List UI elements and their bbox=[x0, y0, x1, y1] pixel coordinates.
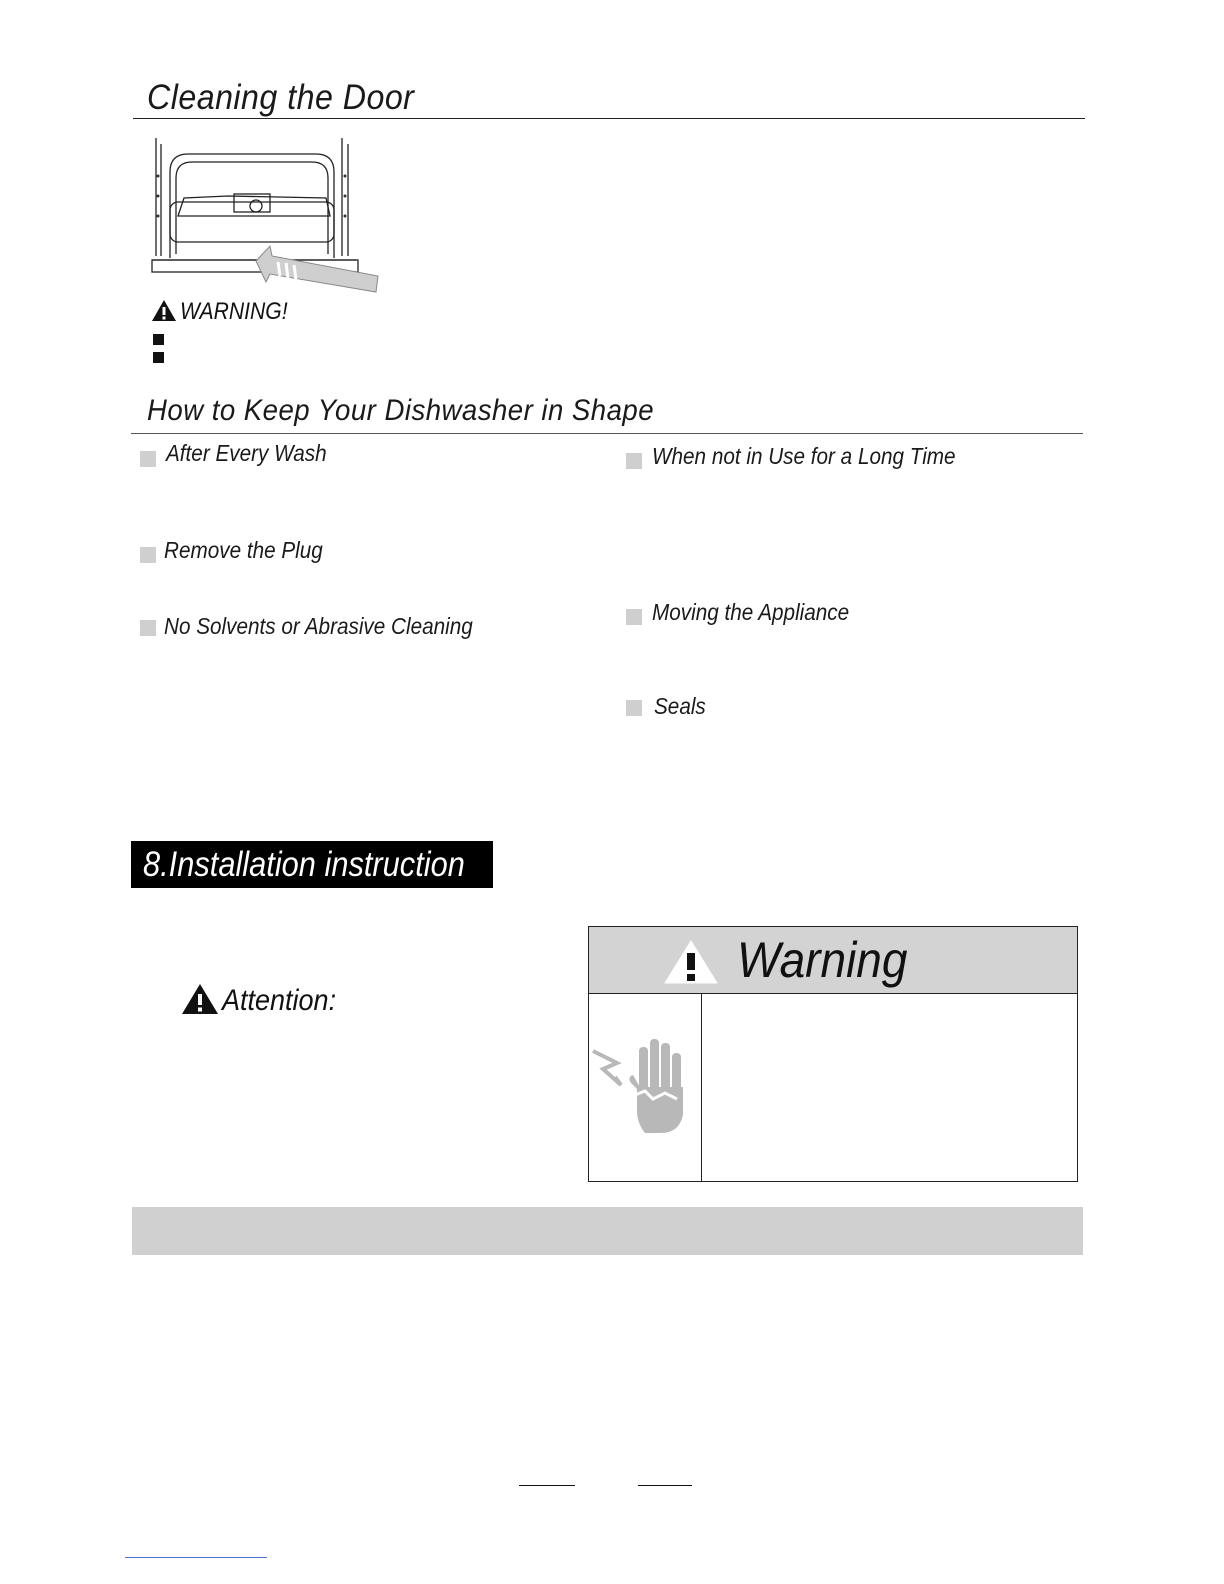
list-bullet bbox=[140, 547, 156, 563]
remove-plug-title: Remove the Plug bbox=[164, 537, 323, 563]
installation-section-title bbox=[131, 841, 493, 888]
warning-triangle-icon bbox=[181, 983, 219, 1015]
attention-label: Attention: bbox=[222, 984, 337, 1017]
no-solvents-title: No Solvents or Abrasive Cleaning bbox=[164, 613, 473, 639]
list-bullet bbox=[140, 451, 156, 467]
list-bullet bbox=[626, 700, 642, 716]
list-bullet bbox=[626, 453, 642, 469]
warning-box-divider bbox=[701, 993, 702, 1181]
warning-box-title: Warning bbox=[737, 932, 908, 988]
gray-band bbox=[132, 1207, 1083, 1255]
warning-box-header bbox=[589, 927, 1077, 994]
moving-appliance-title: Moving the Appliance bbox=[652, 599, 850, 625]
not-in-use-title: When not in Use for a Long Time bbox=[652, 443, 956, 469]
warning-triangle-icon bbox=[663, 939, 719, 985]
cleaning-door-heading: Cleaning the Door bbox=[147, 78, 415, 117]
list-bullet bbox=[626, 609, 642, 625]
after-every-wash-title: After Every Wash bbox=[166, 440, 327, 466]
footer-rule bbox=[519, 1485, 575, 1486]
warning-label: WARNING! bbox=[180, 298, 288, 325]
footer-rule bbox=[638, 1485, 692, 1486]
keep-shape-heading: How to Keep Your Dishwasher in Shape bbox=[147, 394, 655, 427]
heading-rule bbox=[133, 118, 1085, 119]
warning-bullet bbox=[153, 352, 164, 363]
dishwasher-door-illustration bbox=[148, 136, 380, 296]
warning-box bbox=[588, 926, 1078, 1182]
seals-title: Seals bbox=[654, 693, 706, 719]
warning-bullet bbox=[153, 334, 164, 345]
electric-shock-hand-icon bbox=[591, 1033, 699, 1143]
list-bullet bbox=[140, 620, 156, 636]
link-underline bbox=[125, 1557, 267, 1558]
installation-section-label: 8.Installation instruction bbox=[143, 845, 465, 884]
warning-triangle-icon bbox=[151, 299, 177, 322]
heading-rule bbox=[131, 433, 1083, 434]
